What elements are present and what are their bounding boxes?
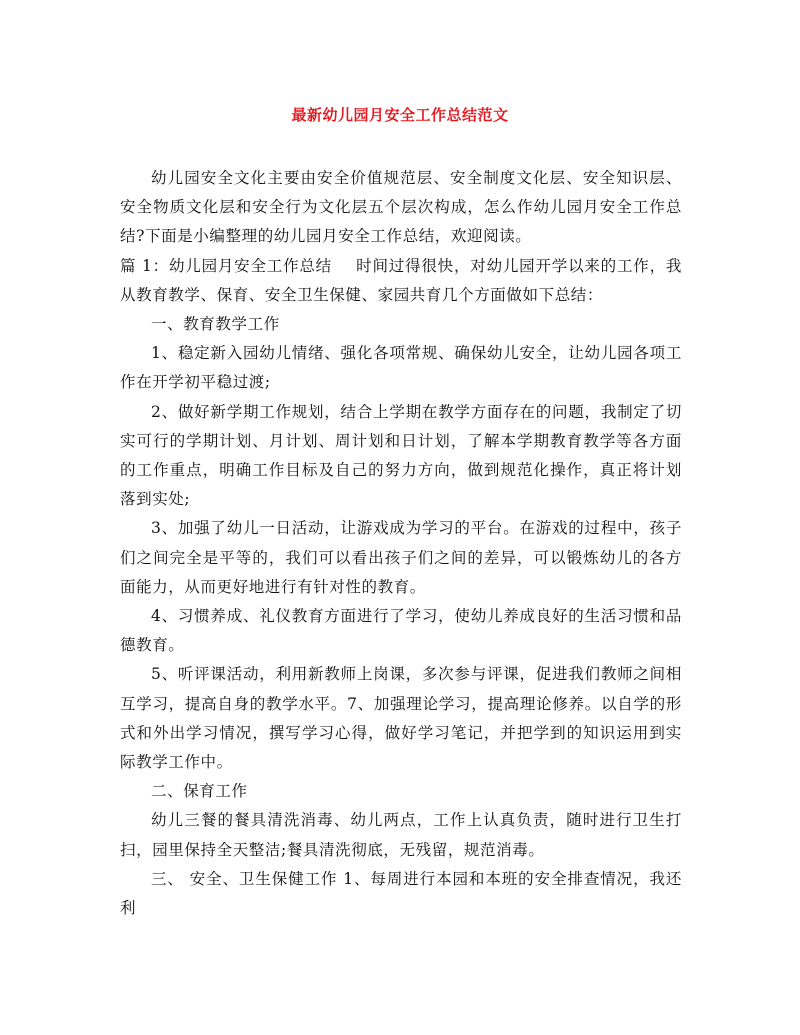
- item-paragraph-3: 3、加强了幼儿一日活动，让游戏成为学习的平台。在游戏的过程中，孩子们之间完全是平等的，我们可以看出孩子们之间的差异，可以锻炼幼儿的各方面能力，从而更好地进行有针对性的教育。: [120, 519, 682, 596]
- heading-education: 一、教育教学工作: [151, 315, 280, 334]
- safety-paragraph: 三、 安全、卫生保健工作 1、每周进行本园和本班的安全排查情况，我还利: [120, 869, 682, 918]
- section-paragraph: [120, 252, 682, 310]
- item-paragraph-4: 4、习惯养成、礼仪教育方面进行了学习，使幼儿养成良好的生活习惯和品德教育。: [120, 607, 682, 655]
- heading-care: 二、保育工作: [151, 782, 248, 801]
- document-body: [120, 164, 682, 923]
- care-paragraph: 幼儿三餐的餐具清洗消毒、幼儿两点，工作上认真负责，随时进行卫生打扫，园里保持全天整洁;餐具清洗彻底，无残留，规范消毒。: [120, 811, 682, 859]
- item-paragraph-2: 2、做好新学期工作规划，结合上学期在教学方面存在的问题，我制定了切实可行的学期计划、月计划、周计划和日计划，了解本学期教育教学等各方面的工作重点，明确工作目标及自己的努力方向，做到规范化操作，真正将计划落到实处;: [120, 402, 682, 509]
- document-title: 最新幼儿园月安全工作总结范文: [291, 106, 509, 124]
- item-paragraph-5: 5、听评课活动，利用新教师上岗课，多次参与评课，促进我们教师之间相互学习，提高自身的教学水平。7、加强理论学习，提高理论修养。以自学的形式和外出学习情况，撰写学习心得，做好学习笔记，并把学到的知识运用到实际教学工作中。: [120, 665, 682, 772]
- intro-paragraph: 幼儿园安全文化主要由安全价值规范层、安全制度文化层、安全知识层、安全物质文化层和安全行为文化层五个层次构成，怎么作幼儿园月安全工作总结?下面是小编整理的幼儿园月安全工作总结，欢迎阅读。: [120, 169, 682, 246]
- item-paragraph-1: 1、稳定新入园幼儿情绪、强化各项常规、确保幼儿安全，让幼儿园各项工作在开学初平稳过渡;: [120, 344, 682, 392]
- section-label: 篇 1：幼儿园月安全工作总结: [120, 256, 332, 275]
- section-lead: 时间过得很快，对幼儿园开学以来的工作，我从教育教学、保育、安全卫生保健、家园共育几个方面做如下总结：: [120, 256, 682, 304]
